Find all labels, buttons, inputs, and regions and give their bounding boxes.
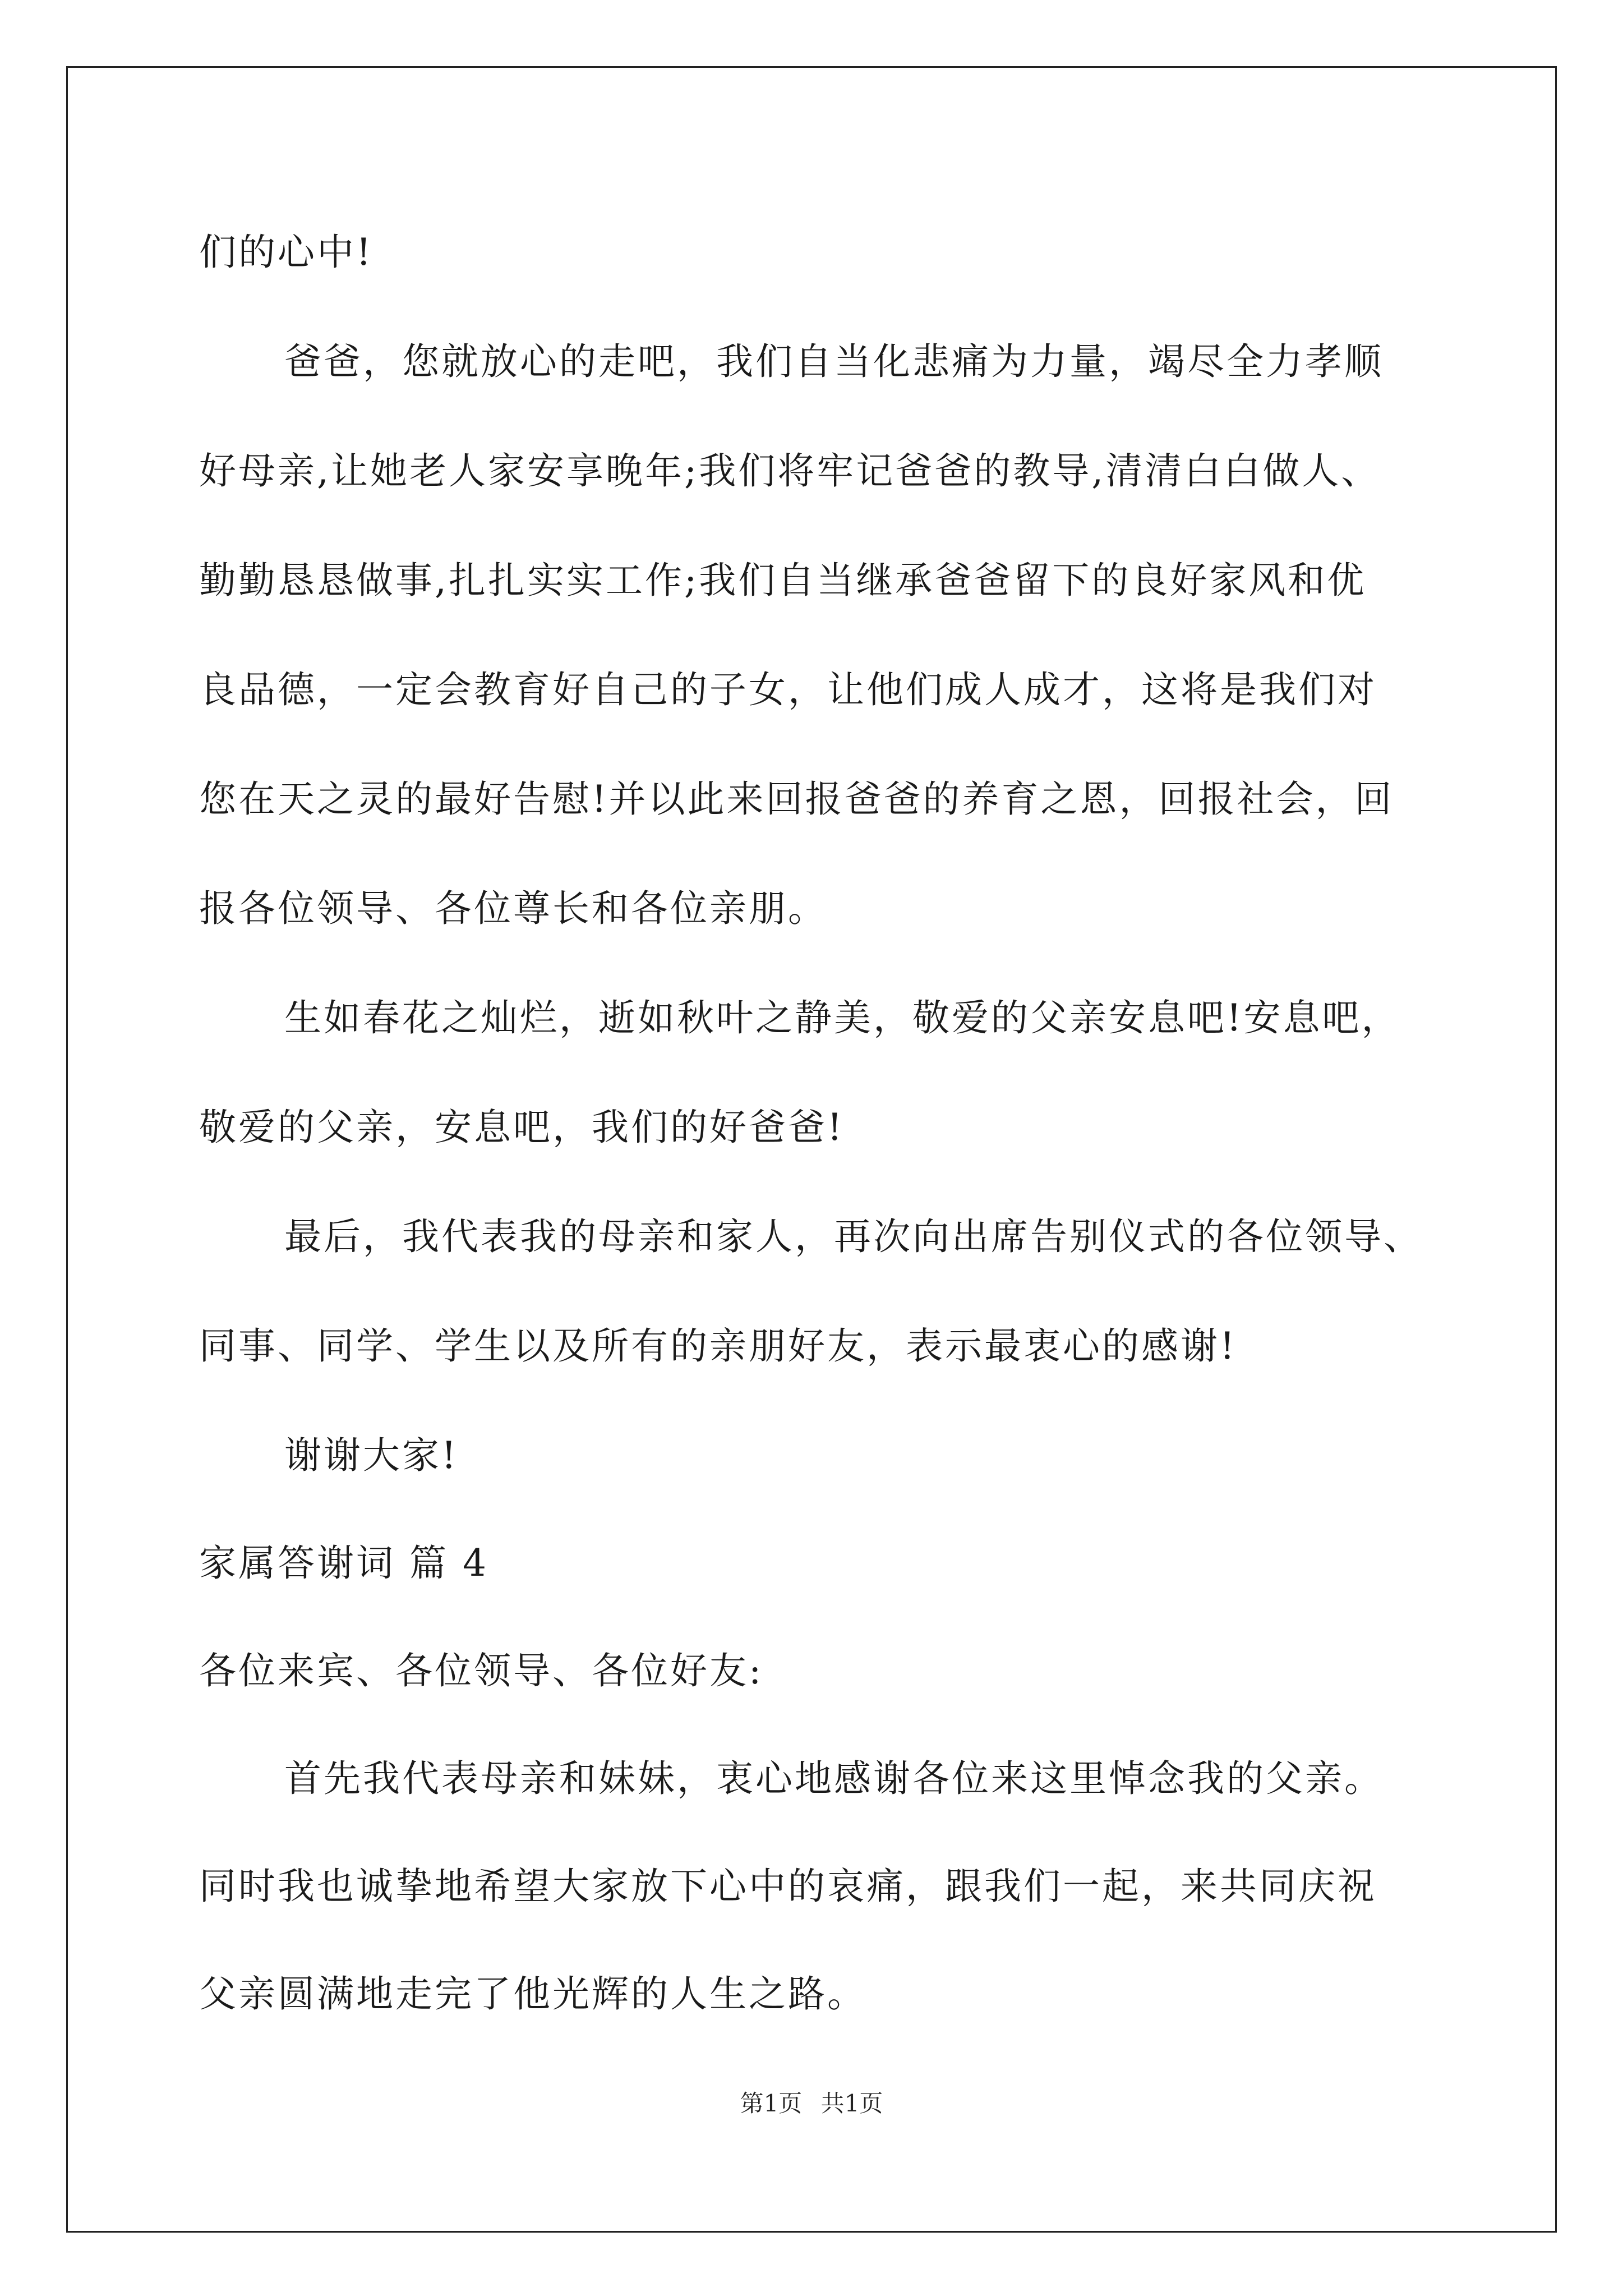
paragraph-line: 谢谢大家!: [284, 1434, 459, 1477]
section-heading: 家属答谢词 篇 4: [199, 1542, 488, 1585]
page-number: 第1页: [740, 2090, 803, 2117]
paragraph-line: 您在天之灵的最好告慰!并以此来回报爸爸的养育之恩，回报社会，回: [199, 777, 1394, 821]
paragraph-line: 生如春花之灿烂，逝如秋叶之静美，敬爱的父亲安息吧!安息吧，: [284, 996, 1401, 1039]
paragraph-line: 敬爱的父亲，安息吧，我们的好爸爸!: [199, 1106, 845, 1149]
paragraph-line: 勤勤恳恳做事,扎扎实实工作;我们自当继承爸爸留下的良好家风和优: [199, 559, 1367, 602]
page-footer: [0, 2087, 1623, 2120]
salutation-line: 各位来宾、各位领导、各位好友:: [199, 1649, 764, 1692]
total-pages: 共1页: [820, 2090, 883, 2117]
paragraph-line: 好母亲,让她老人家安享晚年;我们将牢记爸爸的教导,清清白白做人、: [199, 449, 1381, 493]
paragraph-line: 最后，我代表我的母亲和家人，再次向出席告别仪式的各位领导、: [284, 1215, 1423, 1258]
paragraph-line: 同时我也诚挚地希望大家放下心中的哀痛，跟我们一起，来共同庆祝: [199, 1865, 1377, 1908]
paragraph-line: 父亲圆满地走完了他光辉的人生之路。: [199, 1972, 866, 2016]
paragraph-line: 们的心中!: [199, 231, 374, 274]
paragraph-line: 良品德，一定会教育好自己的子女，让他们成人成才，这将是我们对: [199, 668, 1377, 711]
paragraph-line: 爸爸，您就放心的走吧，我们自当化悲痛为力量，竭尽全力孝顺: [284, 340, 1384, 383]
paragraph-line: 首先我代表母亲和妹妹，衷心地感谢各位来这里悼念我的父亲。: [284, 1757, 1384, 1800]
paragraph-line: 报各位领导、各位尊长和各位亲朋。: [199, 887, 827, 930]
paragraph-line: 同事、同学、学生以及所有的亲朋好友，表示最衷心的感谢!: [199, 1324, 1237, 1368]
